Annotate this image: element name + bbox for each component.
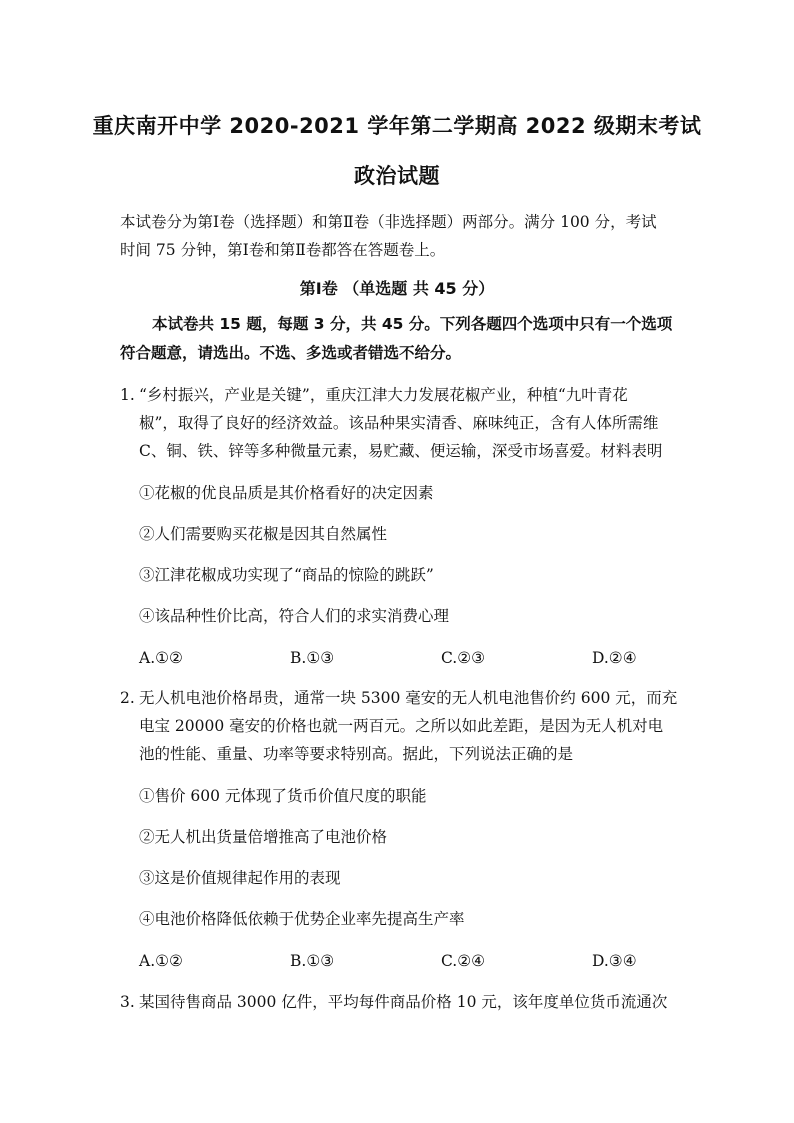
question-1-item-1: ①花椒的优良品质是其价格看好的决定因素 [139, 484, 434, 502]
question-1-option-b: B.①③ [290, 649, 335, 667]
question-1-stem-line-1: “乡村振兴，产业是关键”，重庆江津大力发展花椒产业，种植“九叶青花 [139, 386, 628, 404]
section-note-line-2: 符合题意，请选出。不选、多选或者错选不给分。 [120, 344, 462, 362]
question-2-item-3: ③这是价值规律起作用的表现 [139, 869, 341, 887]
intro-line-1: 本试卷分为第Ⅰ卷（选择题）和第Ⅱ卷（非选择题）两部分。满分 100 分，考试 [120, 213, 657, 231]
exam-title: 重庆南开中学 2020-2021 学年第二学期高 2022 级期末考试 [92, 114, 702, 138]
question-1-option-a: A.①② [139, 649, 183, 667]
question-2-item-1: ①售价 600 元体现了货币价值尺度的职能 [139, 787, 427, 805]
question-1-stem-line-2: 椒”，取得了良好的经济效益。该品种果实清香、麻味纯正，含有人体所需维 [139, 414, 659, 432]
question-1-option-c: C.②③ [441, 649, 486, 667]
question-2-stem-line-3: 池的性能、重量、功率等要求特别高。据此，下列说法正确的是 [139, 745, 574, 763]
question-2-item-2: ②无人机出货量倍增推高了电池价格 [139, 828, 388, 846]
question-1-number: 1. [120, 386, 135, 404]
question-1-item-2: ②人们需要购买花椒是因其自然属性 [139, 525, 388, 543]
question-1-item-4: ④该品种性价比高，符合人们的求实消费心理 [139, 607, 450, 625]
question-2-item-4: ④电池价格降低依赖于优势企业率先提高生产率 [139, 910, 465, 928]
question-2-number: 2. [120, 689, 135, 707]
question-2-option-d: D.③④ [592, 952, 637, 970]
exam-subtitle: 政治试题 [354, 164, 440, 188]
question-1-option-d: D.②④ [592, 649, 637, 667]
question-1-item-3: ③江津花椒成功实现了“商品的惊险的跳跃” [139, 566, 434, 584]
section-title: 第Ⅰ卷 （单选题 共 45 分） [299, 279, 495, 298]
question-1-stem-line-3: C、铜、铁、锌等多种微量元素，易贮藏、便运输，深受市场喜爱。材料表明 [139, 442, 663, 460]
question-2-stem-line-1: 无人机电池价格昂贵，通常一块 5300 毫安的无人机电池售价约 600 元，而充 [139, 689, 678, 707]
question-2-option-c: C.②④ [441, 952, 486, 970]
question-2-option-a: A.①② [139, 952, 183, 970]
question-3-number: 3. [120, 993, 135, 1011]
intro-line-2: 时间 75 分钟，第Ⅰ卷和第Ⅱ卷都答在答题卷上。 [120, 241, 446, 259]
question-3-stem-line-1: 某国待售商品 3000 亿件，平均每件商品价格 10 元，该年度单位货币流通次 [139, 993, 668, 1011]
question-2-stem-line-2: 电宝 20000 毫安的价格也就一两百元。之所以如此差距，是因为无人机对电 [139, 717, 664, 735]
question-2-option-b: B.①③ [290, 952, 335, 970]
section-note-line-1: 本试卷共 15 题，每题 3 分，共 45 分。下列各题四个选项中只有一个选项 [152, 315, 673, 333]
